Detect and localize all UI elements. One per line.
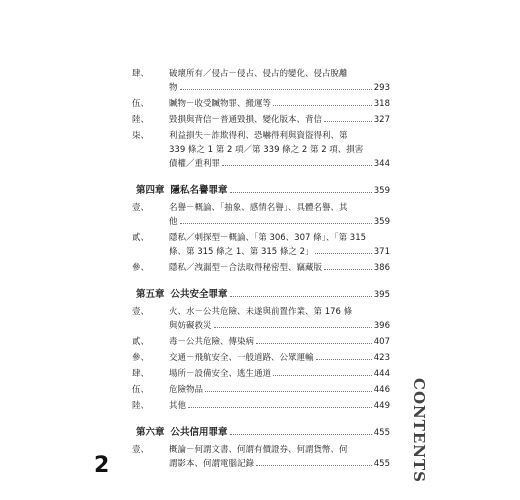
toc-entry — [132, 113, 390, 127]
entry-page: 407 — [373, 337, 390, 347]
dot-leader — [188, 407, 372, 408]
entry-ordinal: 陸、 — [132, 401, 150, 411]
dot-leader — [214, 327, 372, 328]
chapter-number: 第五章 — [136, 289, 165, 300]
entry-text: 毀損與背信－普通毀損、變化版本、背信 — [169, 115, 323, 125]
dot-leader — [273, 105, 372, 106]
entry-ordinal: 肆、 — [132, 369, 150, 379]
toc-entry — [132, 367, 390, 381]
entry-text: 其他 — [169, 401, 187, 411]
dot-leader — [222, 165, 372, 166]
entry-text: 物 — [169, 83, 178, 93]
entry-text: 贓物－收受贓物罪、搬運等 — [169, 99, 272, 109]
chapter-title: 公共信用罪章 — [170, 427, 228, 438]
entry-ordinal: 柒、 — [132, 131, 150, 141]
toc-entry — [132, 383, 390, 397]
entry-page: 293 — [373, 83, 390, 93]
chapter-page: 455 — [373, 428, 390, 438]
toc-entry — [132, 67, 390, 95]
toc-entry — [132, 351, 390, 365]
page-number: 2 — [94, 453, 110, 478]
entry-text: 利益損失－詐欺得利、恐嚇得利與資盜得利、第 — [169, 131, 348, 141]
entry-ordinal: 貳、 — [132, 337, 150, 347]
contents-side-label: CONTENTS — [410, 378, 428, 484]
dot-leader — [316, 359, 372, 360]
entry-page: 371 — [373, 247, 390, 257]
toc-entry — [132, 201, 390, 229]
entry-page: 444 — [373, 369, 390, 379]
dot-leader — [230, 434, 372, 435]
entry-text: 火、水－公共危險、未遂與前置作業、第 176 條 — [169, 307, 353, 317]
toc-entry — [132, 305, 390, 333]
toc-entry — [132, 261, 390, 275]
entry-text: 名譽－概論、「抽象、感情名譽」、具體名譽、其 — [169, 203, 348, 213]
chapter-heading — [136, 183, 390, 199]
dot-leader — [205, 391, 372, 392]
entry-ordinal: 陸、 — [132, 115, 150, 125]
entry-text: 危險物品 — [169, 385, 204, 395]
dot-leader — [230, 192, 372, 193]
toc-entry — [132, 335, 390, 349]
entry-ordinal: 伍、 — [132, 99, 150, 109]
entry-text: 債權／重利罪 — [169, 159, 221, 169]
entry-ordinal: 參、 — [132, 263, 150, 273]
entry-text: 他 — [169, 217, 178, 227]
entry-ordinal: 伍、 — [132, 385, 150, 395]
dot-leader — [324, 121, 372, 122]
dot-leader — [180, 223, 372, 224]
entry-page: 446 — [373, 385, 390, 395]
entry-page: 327 — [373, 115, 390, 125]
chapter-title: 公共安全罪章 — [170, 289, 228, 300]
entry-page: 455 — [373, 459, 390, 469]
entry-text: 隱私／洩漏型－合法取得秘密型、竊藏版 — [169, 263, 323, 273]
toc-entry — [132, 399, 390, 413]
chapter-heading — [136, 287, 390, 303]
table-of-contents — [132, 67, 390, 473]
entry-ordinal: 壹、 — [132, 203, 150, 213]
dot-leader — [273, 375, 372, 376]
entry-ordinal: 參、 — [132, 353, 150, 363]
entry-page: 449 — [373, 401, 390, 411]
dot-leader — [256, 343, 372, 344]
entry-text: 與妨礙救災 — [169, 321, 212, 331]
entry-text: 交通－飛航安全、一般道路、公眾運輸 — [169, 353, 314, 363]
toc-entry — [132, 443, 390, 471]
chapter-number: 第四章 — [136, 185, 165, 196]
chapter-page: 395 — [373, 290, 390, 300]
entry-text: 隱私／刺探型－概論、「第 306、307 條」、「第 315 — [169, 233, 367, 243]
entry-page: 359 — [373, 217, 390, 227]
toc-entry — [132, 129, 390, 171]
chapter-heading — [136, 425, 390, 441]
toc-entry — [132, 231, 390, 259]
entry-ordinal: 肆、 — [132, 69, 150, 79]
entry-page: 396 — [373, 321, 390, 331]
entry-ordinal: 貳、 — [132, 233, 150, 243]
dot-leader — [230, 296, 372, 297]
dot-leader — [324, 269, 372, 270]
entry-text: 條、第 315 條之 1、第 315 條之 2」 — [169, 247, 314, 257]
chapter-page: 359 — [373, 186, 390, 196]
entry-ordinal: 壹、 — [132, 445, 150, 455]
entry-text: 概論－何謂文書、何謂有價證券、何謂貨幣、何 — [169, 445, 348, 455]
entry-text: 339 條之 1 第 2 項／第 339 條之 2 第 2 項、損害 — [169, 145, 364, 155]
entry-page: 318 — [373, 99, 390, 109]
dot-leader — [256, 465, 372, 466]
chapter-number: 第六章 — [136, 427, 165, 438]
entry-page: 386 — [373, 263, 390, 273]
dot-leader — [180, 89, 372, 90]
dot-leader — [315, 253, 371, 254]
entry-text: 破壞所有／侵占－侵占、侵占的變化、侵占脫離 — [169, 69, 348, 79]
entry-text: 謂影本、何謂電腦記錄 — [169, 459, 255, 469]
entry-page: 344 — [373, 159, 390, 169]
entry-text: 毒－公共危險、傳染病 — [169, 337, 255, 347]
entry-ordinal: 壹、 — [132, 307, 150, 317]
chapter-title: 隱私名譽罪章 — [170, 185, 228, 196]
toc-entry — [132, 97, 390, 111]
entry-page: 423 — [373, 353, 390, 363]
entry-text: 場所－設備安全、逃生通道 — [169, 369, 272, 379]
